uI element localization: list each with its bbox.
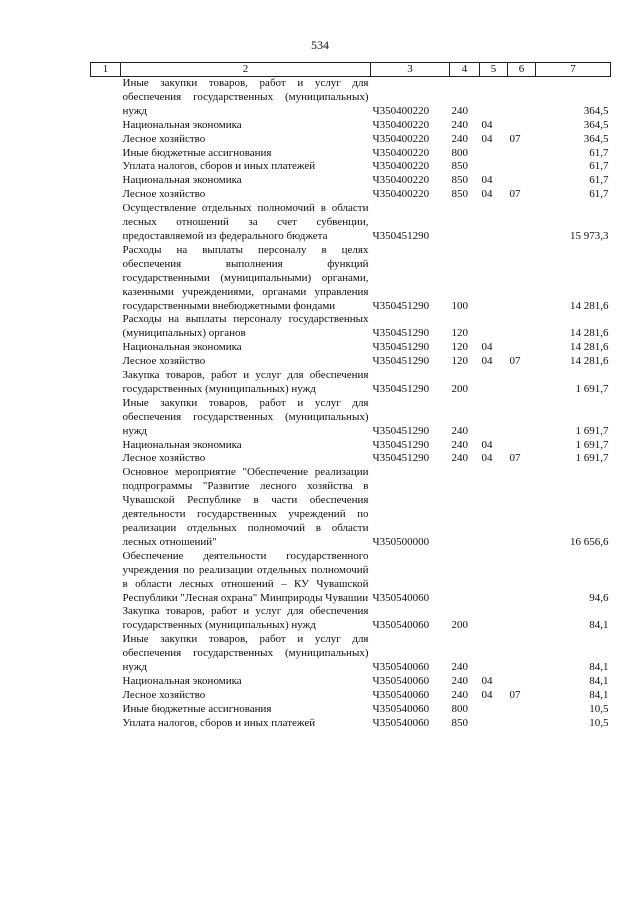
expense-name-cell: Лесное хозяйство [122, 355, 206, 368]
amount-cell: 61,7 [589, 146, 609, 159]
expense-type-cell: 240 [451, 104, 468, 117]
subsection-cell [508, 119, 536, 133]
amount-cell: 84,1 [589, 674, 609, 687]
subsection-cell [508, 160, 536, 174]
column-header: 2 [121, 63, 371, 77]
amount-cell: 61,7 [589, 160, 609, 173]
table-row [91, 369, 611, 397]
table-row [91, 605, 611, 633]
expense-type-cell: 240 [451, 424, 468, 437]
subsection-cell: 07 [509, 452, 521, 465]
expense-name-cell: Осуществление отдельных полномочий в области лесных отношений за счет субвенции, предоставляемой из федерального бюджета [122, 202, 369, 242]
amount-cell: 16 656,6 [570, 535, 609, 548]
target-article-cell: Ч350400220 [372, 104, 430, 117]
row-index-cell [91, 689, 121, 703]
row-index-cell [91, 397, 121, 439]
expense-type-cell: 240 [451, 688, 468, 701]
section-cell [480, 160, 508, 174]
expense-name-cell: Закупка товаров, работ и услуг для обеспечения государственных (муниципальных) нужд [122, 369, 369, 395]
row-index-cell [91, 439, 121, 453]
row-index-cell [91, 605, 121, 633]
expense-name-cell: Национальная экономика [122, 341, 242, 354]
row-index-cell [91, 188, 121, 202]
target-article-cell: Ч350540060 [372, 716, 430, 729]
section-cell: 04 [481, 438, 493, 451]
expense-name-cell: Уплата налогов, сборов и иных платежей [122, 160, 316, 173]
target-article-cell: Ч350400220 [372, 188, 430, 201]
row-index-cell [91, 147, 121, 161]
amount-cell: 1 691,7 [575, 438, 609, 451]
section-cell [480, 397, 508, 439]
page-number: 534 [311, 38, 329, 52]
expense-type-cell: 240 [451, 118, 468, 131]
table-row [91, 355, 611, 369]
target-article-cell: Ч350451290 [372, 327, 430, 340]
target-article-cell: Ч350451290 [372, 341, 430, 354]
expense-name-cell: Лесное хозяйство [122, 132, 206, 145]
column-header: 3 [371, 63, 450, 77]
target-article-cell: Ч350451290 [372, 452, 430, 465]
expense-name-cell: Лесное хозяйство [122, 688, 206, 701]
expense-type-cell [450, 550, 480, 606]
table-row [91, 77, 611, 119]
table-row [91, 119, 611, 133]
target-article-cell: Ч350400220 [372, 146, 430, 159]
table-row [91, 188, 611, 202]
subsection-cell [508, 550, 536, 606]
expense-type-cell: 120 [451, 341, 468, 354]
expense-type-cell: 850 [451, 174, 468, 187]
section-cell [480, 147, 508, 161]
target-article-cell: Ч350451290 [372, 355, 430, 368]
subsection-cell [508, 703, 536, 717]
section-cell: 04 [481, 174, 493, 187]
expense-type-cell: 240 [451, 132, 468, 145]
amount-cell: 14 281,6 [570, 341, 609, 354]
row-index-cell [91, 202, 121, 244]
expense-name-cell: Иные закупки товаров, работ и услуг для обеспечения государственных (муниципальных) нужд [122, 77, 369, 117]
row-index-cell [91, 717, 121, 731]
table-row [91, 452, 611, 466]
amount-cell: 364,5 [583, 104, 609, 117]
amount-cell: 84,1 [589, 688, 609, 701]
expense-name-cell: Иные бюджетные ассигнования [122, 146, 272, 159]
row-index-cell [91, 633, 121, 675]
section-cell [480, 77, 508, 119]
expense-type-cell: 850 [451, 188, 468, 201]
section-cell: 04 [481, 188, 493, 201]
section-cell [480, 369, 508, 397]
amount-cell: 10,5 [589, 716, 609, 729]
budget-table [90, 62, 611, 731]
row-index-cell [91, 119, 121, 133]
target-article-cell: Ч350400220 [372, 118, 430, 131]
table-row [91, 244, 611, 314]
amount-cell: 10,5 [589, 702, 609, 715]
expense-name-cell: Иные закупки товаров, работ и услуг для обеспечения государственных (муниципальных) нужд [122, 396, 369, 437]
table-body [91, 77, 611, 731]
section-cell [480, 466, 508, 549]
column-header: 6 [508, 63, 536, 77]
section-cell: 04 [481, 132, 493, 145]
section-cell [480, 605, 508, 633]
subsection-cell [508, 244, 536, 314]
amount-cell: 94,6 [589, 591, 609, 604]
subsection-cell [508, 439, 536, 453]
expense-type-cell: 850 [451, 716, 468, 729]
section-cell [480, 313, 508, 341]
row-index-cell [91, 703, 121, 717]
section-cell: 04 [481, 674, 493, 687]
subsection-cell [508, 466, 536, 549]
target-article-cell: Ч350400220 [372, 174, 430, 187]
expense-type-cell: 800 [451, 146, 468, 159]
subsection-cell [508, 369, 536, 397]
target-article-cell: Ч350540060 [372, 674, 430, 687]
subsection-cell [508, 675, 536, 689]
expense-name-cell: Национальная экономика [122, 438, 242, 451]
target-article-cell: Ч350451290 [372, 438, 430, 451]
expense-type-cell [450, 466, 480, 549]
section-cell: 04 [481, 341, 493, 354]
expense-type-cell: 850 [451, 160, 468, 173]
section-cell: 04 [481, 118, 493, 131]
row-index-cell [91, 77, 121, 119]
table-row [91, 717, 611, 731]
table-row [91, 341, 611, 355]
table-row [91, 397, 611, 439]
target-article-cell: Ч350540060 [372, 661, 430, 674]
table-row [91, 689, 611, 703]
row-index-cell [91, 452, 121, 466]
row-index-cell [91, 174, 121, 188]
expense-name-cell: Национальная экономика [122, 674, 242, 687]
expense-name-cell: Основное мероприятие "Обеспечение реализации подпрограммы "Развитие лесного хозяйства в Чувашской Республике в части обеспечения деятельности государственных учреждений по реализации отдельных полномочий в области лесных отношений" [122, 466, 369, 548]
row-index-cell [91, 466, 121, 549]
table-row [91, 160, 611, 174]
subsection-cell: 07 [509, 688, 521, 701]
column-header: 4 [450, 63, 480, 77]
amount-cell: 61,7 [589, 188, 609, 201]
row-index-cell [91, 369, 121, 397]
expense-type-cell: 800 [451, 702, 468, 715]
amount-cell: 84,1 [589, 661, 609, 674]
expense-name-cell: Расходы на выплаты персоналу в целях обеспечения выполнения функций государственными (муниципальными) органами, казенными учреждениями, органами управления государственными внебюджетными фондами [122, 243, 369, 312]
target-article-cell: Ч350500000 [372, 535, 430, 548]
expense-type-cell: 240 [451, 661, 468, 674]
expense-type-cell: 200 [451, 382, 468, 395]
column-header: 5 [480, 63, 508, 77]
expense-type-cell: 240 [451, 452, 468, 465]
subsection-cell [508, 313, 536, 341]
target-article-cell: Ч350451290 [372, 299, 430, 312]
target-article-cell: Ч350400220 [372, 160, 430, 173]
amount-cell: 14 281,6 [570, 327, 609, 340]
section-cell [480, 703, 508, 717]
expense-name-cell: Иные закупки товаров, работ и услуг для обеспечения государственных (муниципальных) нужд [122, 633, 369, 674]
row-index-cell [91, 675, 121, 689]
subsection-cell [508, 202, 536, 244]
expense-name-cell: Национальная экономика [122, 118, 242, 131]
section-cell [480, 717, 508, 731]
target-article-cell: Ч350451290 [372, 229, 430, 242]
subsection-cell [508, 633, 536, 675]
target-article-cell: Ч350540060 [372, 688, 430, 701]
expense-type-cell: 100 [451, 299, 468, 312]
table-row [91, 703, 611, 717]
row-index-cell [91, 160, 121, 174]
table-row [91, 147, 611, 161]
expense-name-cell: Иные бюджетные ассигнования [122, 702, 272, 715]
amount-cell: 1 691,7 [575, 382, 609, 395]
expense-type-cell: 120 [451, 355, 468, 368]
subsection-cell: 07 [509, 188, 521, 201]
target-article-cell: Ч350400220 [372, 132, 430, 145]
expense-name-cell: Уплата налогов, сборов и иных платежей [122, 716, 316, 729]
column-number-row [91, 63, 611, 77]
table-row [91, 133, 611, 147]
amount-cell: 84,1 [589, 619, 609, 632]
table-row [91, 550, 611, 606]
table-row [91, 174, 611, 188]
section-cell: 04 [481, 355, 493, 368]
expense-name-cell: Обеспечение деятельности государственного учреждения по реализации отдельных полномочий в области лесных отношений – КУ Чувашской Республики "Лесная охрана" Минприроды Чувашии [122, 549, 369, 604]
row-index-cell [91, 341, 121, 355]
subsection-cell [508, 397, 536, 439]
column-header: 7 [536, 63, 611, 77]
expense-type-cell: 120 [451, 327, 468, 340]
section-cell [480, 550, 508, 606]
table-row [91, 439, 611, 453]
target-article-cell: Ч350451290 [372, 382, 430, 395]
subsection-cell: 07 [509, 132, 521, 145]
amount-cell: 14 281,6 [570, 355, 609, 368]
amount-cell: 1 691,7 [575, 424, 609, 437]
table-row [91, 202, 611, 244]
amount-cell: 15 973,3 [570, 229, 609, 242]
subsection-cell [508, 174, 536, 188]
amount-cell: 1 691,7 [575, 452, 609, 465]
expense-name-cell: Закупка товаров, работ и услуг для обеспечения государственных (муниципальных) нужд [122, 605, 369, 632]
target-article-cell: Ч350451290 [372, 424, 430, 437]
expense-name-cell: Лесное хозяйство [122, 188, 206, 201]
subsection-cell: 07 [509, 355, 521, 368]
table-row [91, 313, 611, 341]
expense-type-cell: 240 [451, 438, 468, 451]
subsection-cell [508, 605, 536, 633]
section-cell: 04 [481, 452, 493, 465]
amount-cell: 14 281,6 [570, 299, 609, 312]
expense-type-cell: 200 [451, 619, 468, 632]
row-index-cell [91, 355, 121, 369]
table-row [91, 466, 611, 549]
expense-name-cell: Расходы на выплаты персоналу государственных (муниципальных) органов [122, 313, 369, 340]
subsection-cell [508, 77, 536, 119]
amount-cell: 364,5 [583, 132, 609, 145]
target-article-cell: Ч350540060 [372, 619, 430, 632]
subsection-cell [508, 147, 536, 161]
row-index-cell [91, 313, 121, 341]
section-cell [480, 244, 508, 314]
expense-type-cell: 240 [451, 674, 468, 687]
row-index-cell [91, 550, 121, 606]
section-cell [480, 633, 508, 675]
expense-name-cell: Лесное хозяйство [122, 452, 206, 465]
target-article-cell: Ч350540060 [372, 591, 430, 604]
expense-type-cell [450, 202, 480, 244]
row-index-cell [91, 244, 121, 314]
subsection-cell [508, 717, 536, 731]
amount-cell: 61,7 [589, 174, 609, 187]
row-index-cell [91, 133, 121, 147]
subsection-cell [508, 341, 536, 355]
section-cell: 04 [481, 688, 493, 701]
target-article-cell: Ч350540060 [372, 702, 430, 715]
amount-cell: 364,5 [583, 118, 609, 131]
table-row [91, 675, 611, 689]
section-cell [480, 202, 508, 244]
column-header: 1 [91, 63, 121, 77]
expense-name-cell: Национальная экономика [122, 174, 242, 187]
table-row [91, 633, 611, 675]
